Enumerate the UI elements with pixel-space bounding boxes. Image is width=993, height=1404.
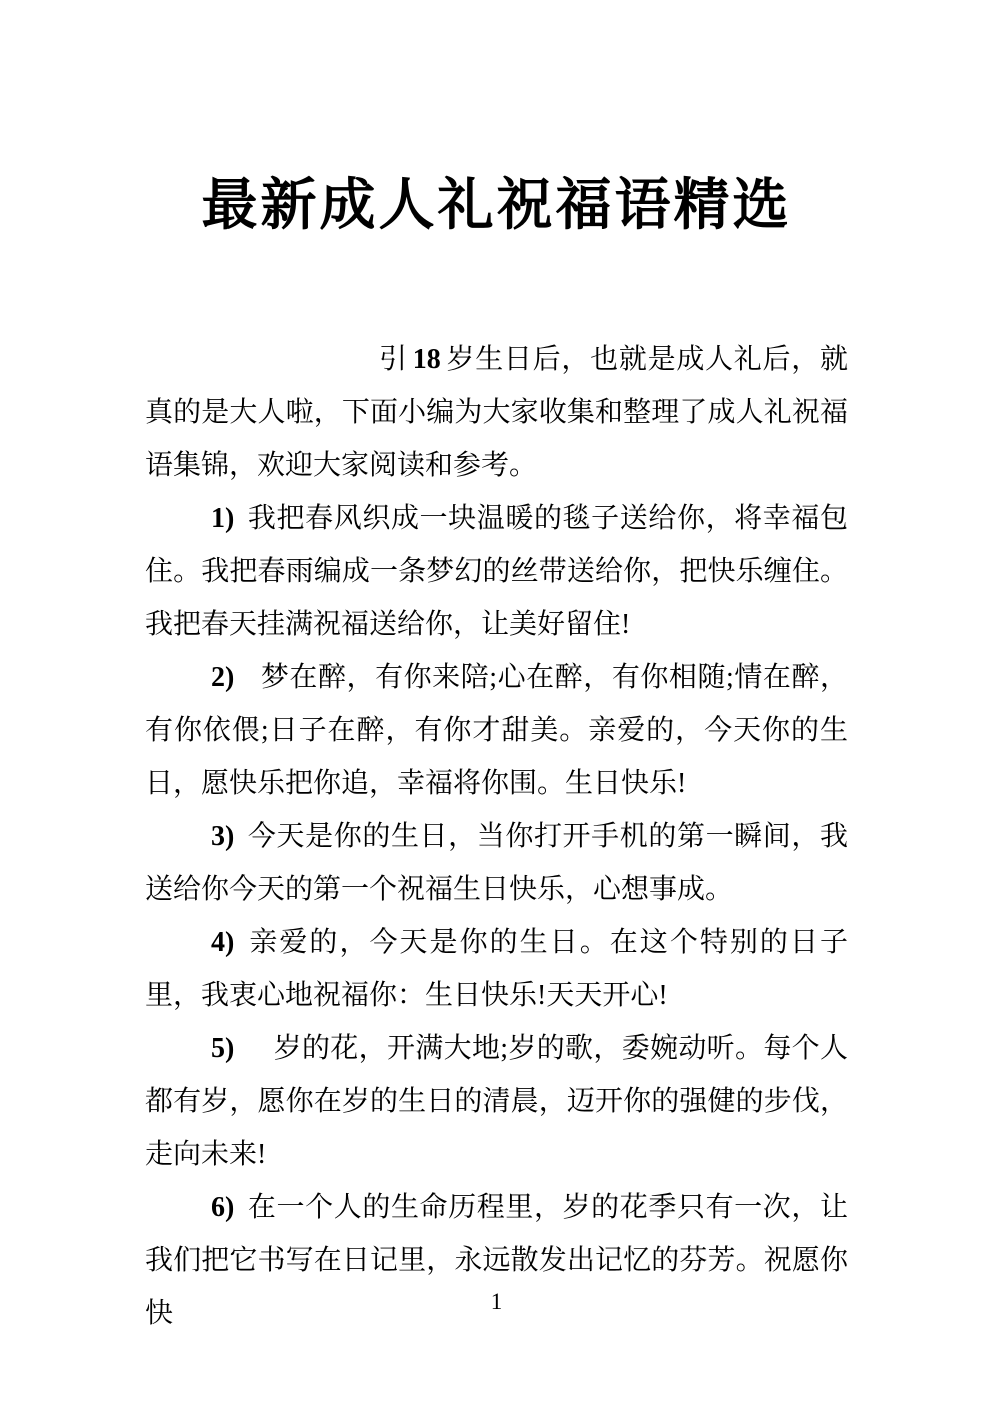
item-number-gap [234, 1215, 247, 1216]
document-body [145, 333, 848, 1340]
intro-text: 引 [379, 344, 408, 375]
document-title: 最新成人礼祝福语精选 [201, 175, 792, 237]
item-number: 6) [211, 1192, 235, 1223]
item-number-gap [234, 950, 247, 951]
item-number: 2) [211, 662, 235, 693]
item-number-gap [234, 1056, 273, 1057]
blessing-item [145, 1022, 848, 1181]
item-text: 亲爱的，今天是你的生日。在这个特别的日子里，我衷心地祝福你：生日快乐!天天开心! [145, 927, 848, 1011]
item-text: 梦在醉，有你来陪;心在醉，有你相随;情在醉，有你依偎;日子在醉，有你才甜美。亲爱的，今天你的生日，愿快乐把你追，幸福将你围。生日快乐! [145, 662, 848, 799]
item-text: 今天是你的生日，当你打开手机的第一瞬间，我送给你今天的第一个祝福生日快乐，心想事成。 [145, 821, 848, 905]
intro-paragraph [145, 333, 848, 492]
page-number: 1 [490, 1289, 503, 1314]
blessing-item [145, 492, 848, 651]
blessing-item [145, 1181, 848, 1340]
item-text: 我把春风织成一块温暖的毯子送给你，将幸福包住。我把春雨编成一条梦幻的丝带送给你，把快乐缠住。我把春天挂满祝福送给你，让美好留住! [145, 503, 848, 640]
item-number-gap [234, 526, 247, 527]
item-text: 在一个人的生命历程里，岁的花季只有一次，让我们把它书写在日记里，永远散发出记忆的芬芳。祝愿你快 [145, 1192, 848, 1329]
item-number: 1) [211, 503, 235, 534]
intro-number: 18 [412, 344, 441, 375]
blessing-item [145, 810, 848, 916]
blessing-list [145, 492, 848, 1340]
item-number-gap [234, 844, 247, 845]
item-number-gap [234, 685, 260, 686]
item-number: 5) [211, 1033, 235, 1064]
intro-text: 岁生日后，也就是成人礼后，就真的是大人啦，下面小编为大家收集和整理了成人礼祝福语集锦，欢迎大家阅读和参考。 [145, 344, 848, 481]
item-number: 4) [211, 927, 235, 958]
blessing-item [145, 916, 848, 1022]
item-text: 岁的花，开满大地;岁的歌，委婉动听。每个人都有岁，愿你在岁的生日的清晨，迈开你的强健的步伐，走向未来! [145, 1033, 848, 1170]
blessing-item [145, 651, 848, 810]
item-number: 3) [211, 821, 235, 852]
